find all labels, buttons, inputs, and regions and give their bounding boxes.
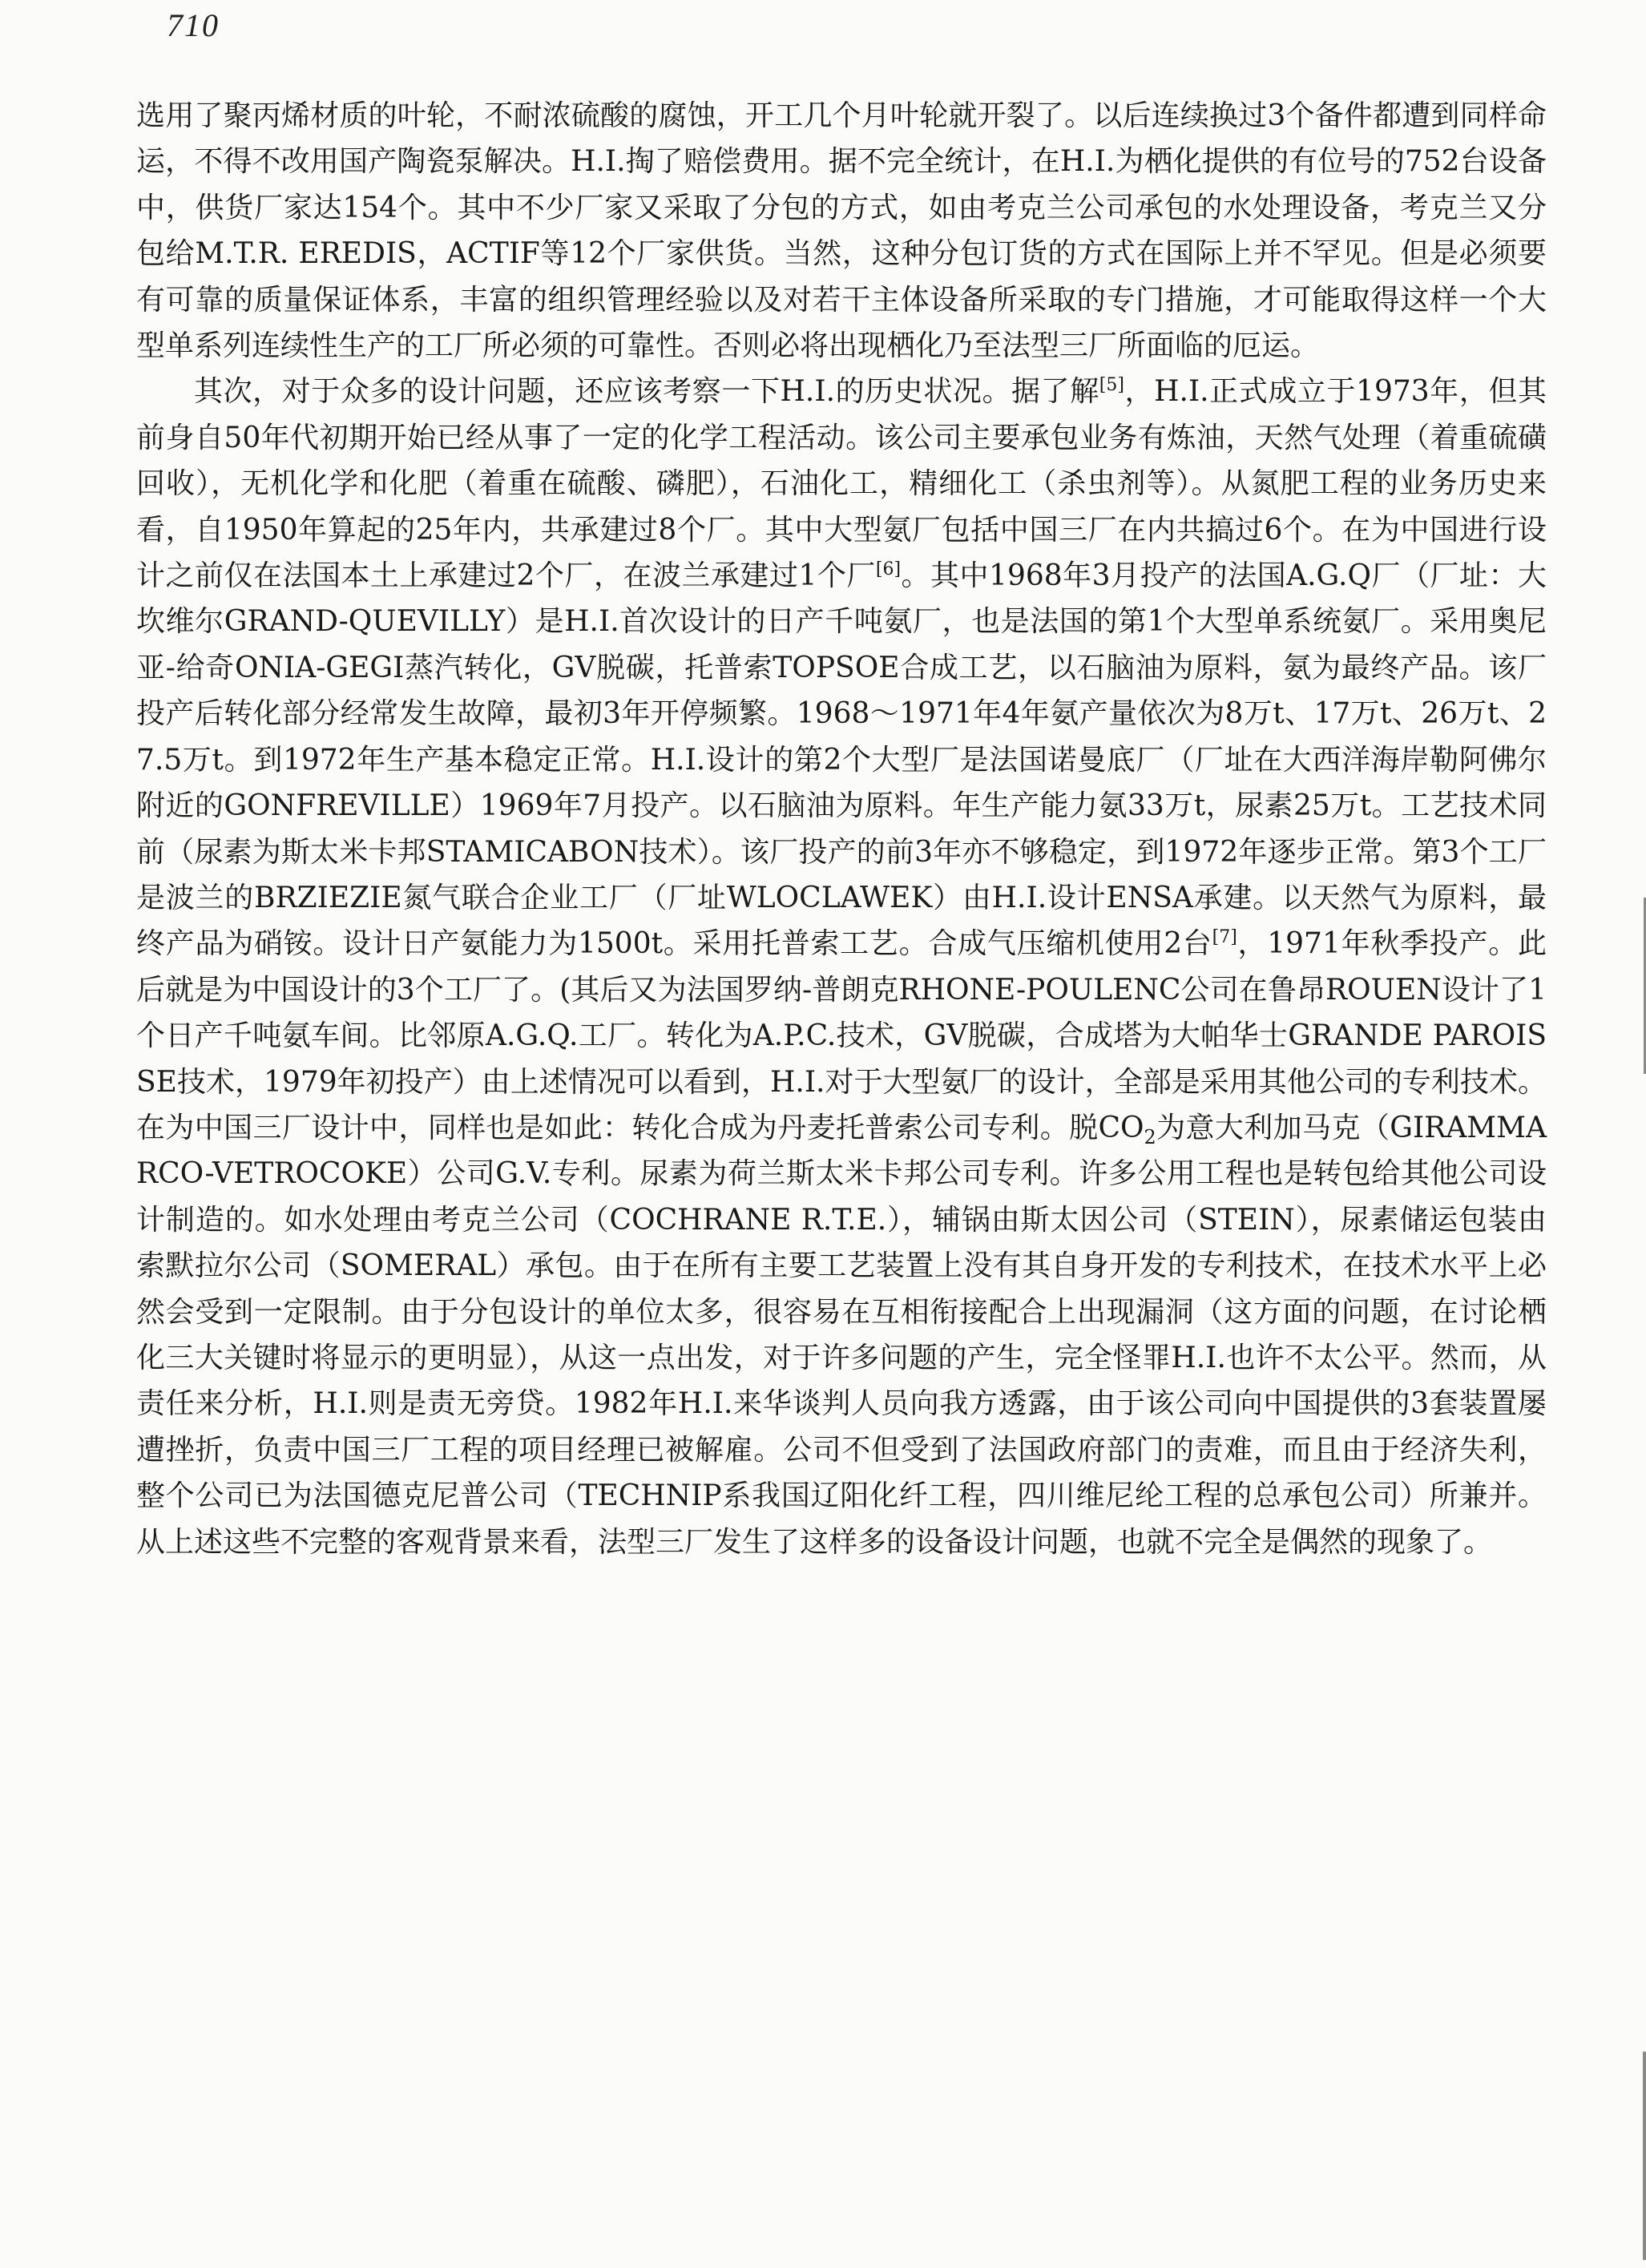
text-segment: ，1971年秋季投产。此后就是为中国设计的3个工厂了。(其后又为法国罗纳-普朗克RHONE-POULENC公司在鲁昂ROUEN设计了1个日产千吨氨车间。比邻原A.G.Q.工厂。转化为A.P.C.技术，GV脱碳，合成塔为大帕华士GRANDE PAROISSE技术，1979年初投产）由上述情况可以看到，H.I.对于大型氨厂的设计，全部是采用其他公司的专利技术。在为中国三厂设计中，同样也是如此：转化合成为丹麦托普索公司专利。脱CO bbox=[136, 927, 1547, 1144]
citation-ref: [6] bbox=[875, 559, 902, 580]
subscript: 2 bbox=[1144, 1126, 1156, 1149]
text-segment: 选用了聚丙烯材质的叶轮，不耐浓硫酸的腐蚀，开工几个月叶轮就开裂了。以后连续换过3个备件都遭到同样命运，不得不改用国产陶瓷泵解决。H.I.掏了赔偿费用。据不完全统计，在H.I.为栖化提供的有位号的752台设备中，供货厂家达154个。其中不少厂家又采取了分包的方式，如由考克兰公司承包的水处理设备，考克兰又分包给M.T.R. EREDIS，ACTIF等12个厂家供货。当然，这种分包订货的方式在国际上并不罕见。但是必须要有可靠的质量保证体系，丰富的组织管理经验以及对若干主体设备所采取的专门措施，才可能取得这样一个大型单系列连续性生产的工厂所必须的可靠性。否则必将出现栖化乃至法型三厂所面临的厄运。 bbox=[136, 99, 1547, 363]
citation-ref: [5] bbox=[1099, 375, 1124, 396]
page-number: 710 bbox=[167, 7, 220, 43]
paragraph bbox=[136, 93, 1547, 369]
citation-ref: [7] bbox=[1212, 927, 1237, 948]
paragraph bbox=[136, 369, 1547, 1565]
text-segment: ，H.I.正式成立于1973年，但其前身自50年代初期开始已经从事了一定的化学工程活动。该公司主要承包业务有炼油，天然气处理（着重硫磺回收），无机化学和化肥（着重在硫酸、磷肥），石油化工，精细化工（杀虫剂等）。从氮肥工程的业务历史来看，自1950年算起的25年内，共承建过8个厂。其中大型氨厂包括中国三厂在内共搞过6个。在为中国进行设计之前仅在法国本土上承建过2个厂，在波兰承建过1个厂 bbox=[136, 375, 1547, 593]
text-segment: 为意大利加马克（GIRAMMARCO-VETROCOKE）公司G.V.专利。尿素为荷兰斯太米卡邦公司专利。许多公用工程也是转包给其他公司设计制造的。如水处理由考克兰公司（COCHRANE R.T.E.），辅锅由斯太因公司（STEIN），尿素储运包装由索默拉尔公司（SOMERAL）承包。由于在所有主要工艺装置上没有其自身开发的专利技术，在技术水平上必然会受到一定限制。由于分包设计的单位太多，很容易在互相衔接配合上出现漏洞（这方面的问题，在讨论栖化三大关键时将显示的更明显），从这一点出发，对于许多问题的产生，完全怪罪H.I.也许不太公平。然而，从责任来分析，H.I.则是责无旁贷。1982年H.I.来华谈判人员向我方透露，由于该公司向中国提供的3套装置屡遭挫折，负责中国三厂工程的项目经理已被解雇。公司不但受到了法国政府部门的责难，而且由于经济失利，整个公司已为法国德克尼普公司（TECHNIP系我国辽阳化纤工程，四川维尼纶工程的总承包公司）所兼并。从上述这些不完整的客观背景来看，法型三厂发生了这样多的设备设计问题，也就不完全是偶然的现象了。 bbox=[136, 1111, 1547, 1559]
scan-edge-mark bbox=[1643, 2052, 1646, 2260]
text-segment: 。其中1968年3月投产的法国A.G.Q厂（厂址：大坎维尔GRAND-QUEVILLY）是H.I.首次设计的日产千吨氨厂，也是法国的第1个大型单系统氨厂。采用奥尼亚-给奇ONIA-GEGI蒸汽转化，GV脱碳，托普索TOPSOE合成工艺，以石脑油为原料，氨为最终产品。该厂投产后转化部分经常发生故障，最初3年开停频繁。1968～1971年4年氨产量依次为8万t、17万t、26万t、27.5万t。到1972年生产基本稳定正常。H.I.设计的第2个大型厂是法国诺曼底厂（厂址在大西洋海岸勒阿佛尔附近的GONFREVILLE）1969年7月投产。以石脑油为原料。年生产能力氨33万t，尿素25万t。工艺技术同前（尿素为斯太米卡邦STAMICABON技术）。该厂投产的前3年亦不够稳定，到1972年逐步正常。第3个工厂是波兰的BRZIEZIE氮气联合企业工厂（厂址WLOCLAWEK）由H.I.设计ENSA承建。以天然气为原料，最终产品为硝铵。设计日产氨能力为1500t。采用托普索工艺。合成气压缩机使用2台 bbox=[136, 559, 1547, 961]
text-segment: 其次，对于众多的设计问题，还应该考察一下H.I.的历史状况。据了解 bbox=[194, 375, 1099, 409]
body-text bbox=[136, 93, 1547, 1565]
